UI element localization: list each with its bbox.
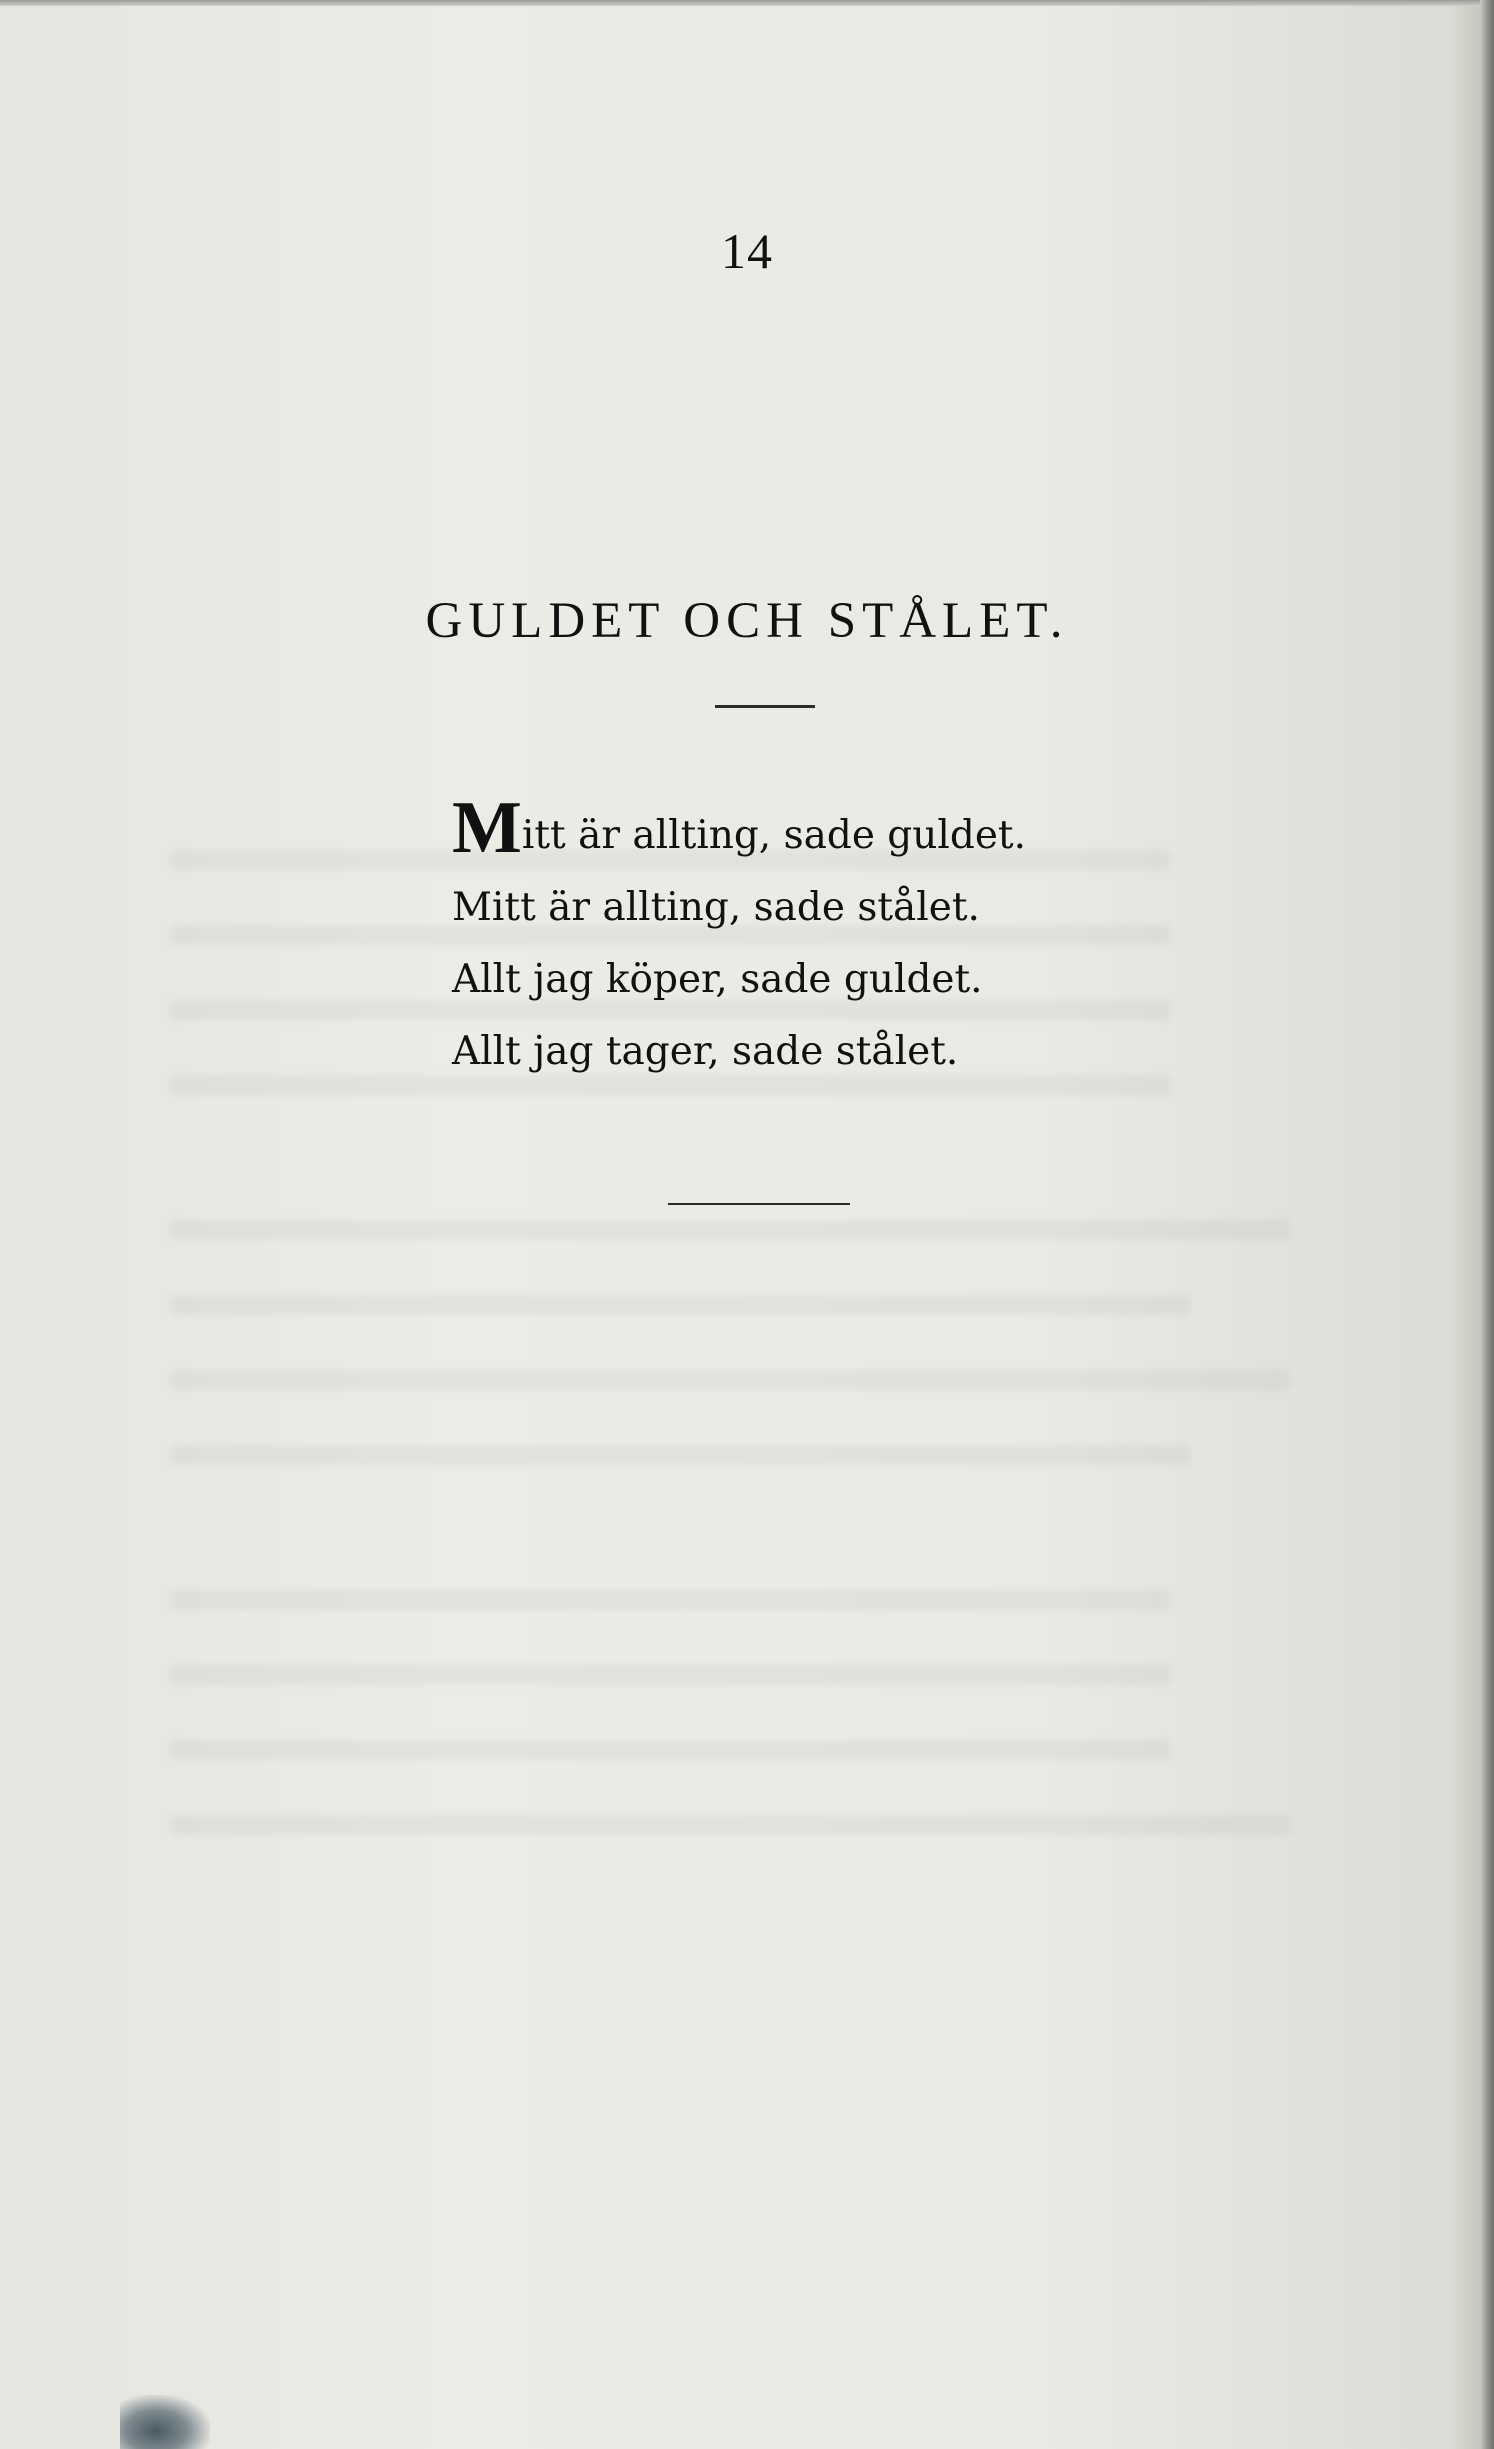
poem-title: GULDET OCH STÅLET.	[425, 593, 1069, 649]
poem-stanza	[452, 787, 1026, 1088]
verse-line-2: Mitt är allting, sade stålet.	[452, 885, 980, 930]
drop-cap: M	[452, 787, 522, 869]
verse-line-1	[452, 787, 1026, 872]
corner-stain	[120, 2395, 210, 2449]
title-divider	[715, 705, 815, 708]
verse-line-1-text: itt är allting, sade guldet.	[521, 813, 1026, 858]
page-number: 14	[721, 223, 773, 279]
verse-line-3: Allt jag köper, sade guldet.	[452, 957, 983, 1002]
end-divider	[668, 1203, 850, 1205]
verse-line-4: Allt jag tager, sade stålet.	[452, 1029, 959, 1074]
page-top-edge	[0, 0, 1494, 6]
page-right-edge	[1480, 0, 1494, 2449]
